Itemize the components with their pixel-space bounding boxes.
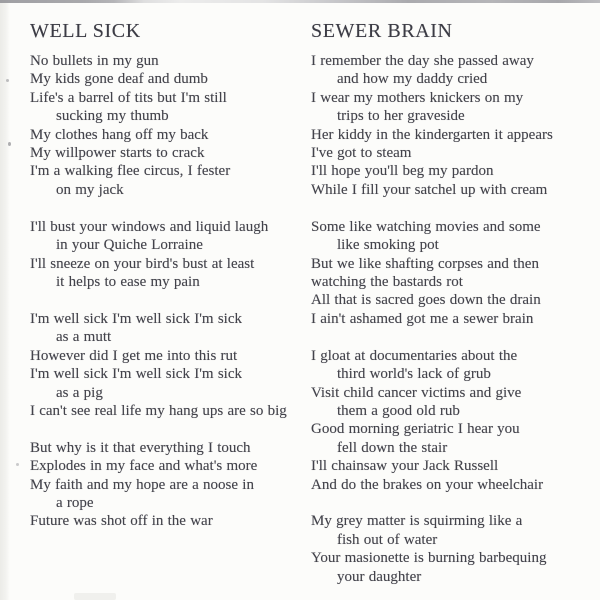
lyric-line: watching the bastards rot bbox=[311, 273, 463, 290]
lyric-line: However did I get me into this rut bbox=[30, 347, 238, 364]
lyric-line: And do the brakes on your wheelchair bbox=[311, 476, 544, 493]
stanza bbox=[30, 439, 311, 531]
stanza bbox=[30, 218, 311, 292]
lyric-line: All that is sacred goes down the drain bbox=[311, 292, 541, 309]
song-lyrics bbox=[30, 52, 311, 531]
lyric-line: fish out of water bbox=[337, 531, 438, 548]
lyric-line: and how my daddy cried bbox=[337, 71, 488, 88]
lyric-line: as a pig bbox=[56, 384, 103, 401]
lyric-line: it helps to ease my pain bbox=[56, 273, 200, 290]
scan-left-edge bbox=[0, 0, 10, 600]
lyric-line: fell down the stair bbox=[337, 439, 448, 456]
lyric-line: Your masionette is burning barbequing bbox=[311, 550, 547, 567]
stanza bbox=[311, 512, 600, 586]
scan-speck bbox=[8, 142, 11, 146]
lyric-line: I ain't ashamed got me a sewer brain bbox=[311, 310, 534, 327]
lyric-line: Future was shot off in the war bbox=[30, 513, 213, 530]
lyric-line: Life's a barrel of tits but I'm still bbox=[30, 89, 227, 106]
scan-smudge bbox=[74, 593, 116, 600]
lyric-line: My clothes hang off my back bbox=[30, 126, 209, 143]
lyric-line: on my jack bbox=[56, 181, 124, 198]
lyric-line: I'm a walking flee circus, I fester bbox=[30, 163, 231, 180]
lyric-line: in your Quiche Lorraine bbox=[56, 237, 203, 254]
scan-speck bbox=[16, 463, 19, 466]
song-column-sewer-brain bbox=[311, 20, 600, 600]
lyric-line: Some like watching movies and some bbox=[311, 218, 541, 235]
lyric-line: Explodes in my face and what's more bbox=[30, 458, 258, 475]
lyric-line: I remember the day she passed away bbox=[311, 53, 534, 69]
lyric-line: I wear my mothers knickers on my bbox=[311, 89, 524, 106]
lyric-line: My grey matter is squirming like a bbox=[311, 513, 523, 530]
lyric-line: But why is it that everything I touch bbox=[30, 439, 251, 456]
lyric-line: I've got to steam bbox=[311, 145, 412, 162]
song-title: SEWER BRAIN bbox=[311, 20, 453, 42]
lyric-line: I'll sneeze on your bird's bust at least bbox=[30, 255, 255, 272]
stanza bbox=[311, 347, 600, 494]
lyric-line: I gloat at documentaries about the bbox=[311, 347, 518, 364]
stanza bbox=[30, 310, 311, 420]
lyric-line: them a good old rub bbox=[337, 402, 460, 419]
lyric-line: like smoking pot bbox=[337, 237, 439, 254]
lyric-line: My faith and my hope are a noose in bbox=[30, 476, 254, 493]
stanza bbox=[30, 52, 311, 199]
lyric-line: No bullets in my gun bbox=[30, 53, 159, 69]
lyric-line: third world's lack of grub bbox=[337, 366, 491, 383]
lyric-line: I'll hope you'll beg my pardon bbox=[311, 163, 494, 180]
lyric-line: My kids gone deaf and dumb bbox=[30, 71, 208, 88]
lyric-line: Good morning geriatric I hear you bbox=[311, 421, 520, 438]
song-lyrics bbox=[311, 52, 600, 586]
lyric-line: While I fill your satchel up with cream bbox=[311, 181, 548, 198]
lyric-line: your daughter bbox=[337, 568, 422, 585]
lyric-line: a rope bbox=[56, 495, 94, 512]
lyric-line: I can't see real life my hang ups are so big bbox=[30, 402, 287, 419]
lyric-line: sucking my thumb bbox=[56, 108, 169, 125]
lyric-line: I'll bust your windows and liquid laugh bbox=[30, 218, 269, 235]
lyric-line: Her kiddy in the kindergarten it appears bbox=[311, 126, 553, 143]
lyric-line: My willpower starts to crack bbox=[30, 145, 205, 162]
stanza bbox=[311, 218, 600, 328]
stanza bbox=[311, 52, 600, 199]
lyric-line: Visit child cancer victims and give bbox=[311, 384, 522, 401]
lyric-line: I'll chainsaw your Jack Russell bbox=[311, 458, 499, 475]
scan-top-edge bbox=[0, 0, 600, 3]
lyric-line: I'm well sick I'm well sick I'm sick bbox=[30, 366, 242, 383]
scan-speck bbox=[6, 79, 9, 82]
lyric-line: But we like shafting corpses and then bbox=[311, 255, 539, 272]
lyric-line: trips to her graveside bbox=[337, 108, 465, 125]
lyric-line: as a mutt bbox=[56, 329, 112, 346]
song-column-well-sick bbox=[30, 20, 311, 549]
lyric-line: I'm well sick I'm well sick I'm sick bbox=[30, 310, 242, 327]
song-title: WELL SICK bbox=[30, 20, 141, 42]
